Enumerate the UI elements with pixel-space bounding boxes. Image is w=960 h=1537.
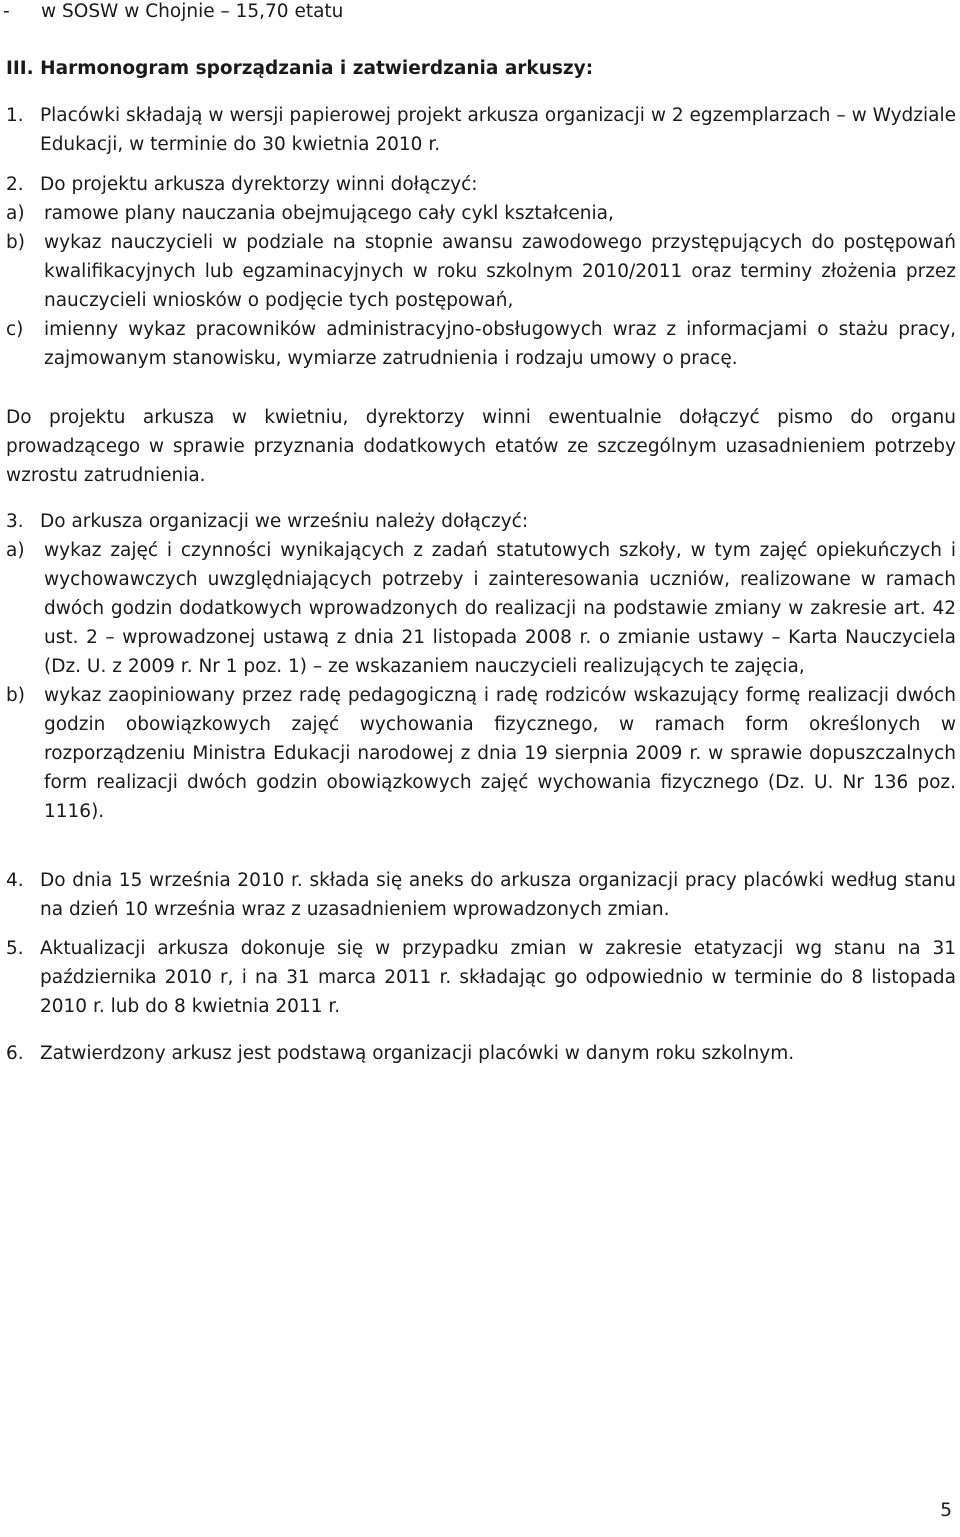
list-item-6: [6, 1039, 956, 1068]
sub-text: wykaz nauczycieli w podziale na stopnie awansu zawodowego przystępujących do postępowań kwalifikacyjnych lub egzaminacyjnych w roku szkolnym 2010/2011 oraz terminy złożenia przez nauczycieli wniosków o podjęcie tych postępowań,: [44, 232, 956, 311]
list-item-2: [6, 170, 956, 373]
item-text: Do arkusza organizacji we wrześniu należy dołączyć:: [40, 511, 529, 532]
sub-letter: b): [6, 685, 25, 706]
item-number: 3.: [6, 511, 24, 532]
dash-marker: -: [3, 1, 10, 22]
item-text: Aktualizacji arkusza dokonuje się w przypadku zmian w zakresie etatyzacji wg stanu na 31 października 2010 r, i na 31 marca 2011 r. składając go odpowiednio w terminie do 8 listopada 2010 r. lub do 8 kwietnia 2011 r.: [40, 938, 956, 1017]
list-item-3: [6, 507, 956, 826]
sub-letter: a): [6, 203, 25, 224]
item-text: Do projektu arkusza dyrektorzy winni dołączyć:: [40, 174, 478, 195]
sub-text: ramowe plany nauczania obejmującego cały cykl kształcenia,: [44, 203, 614, 224]
sub-item-a: [6, 199, 956, 228]
item-number: 2.: [6, 174, 24, 195]
sub-item-c: [6, 315, 956, 373]
item-number: 1.: [6, 105, 24, 126]
item-number: 6.: [6, 1043, 24, 1064]
dash-item-text: w SOSW w Chojnie – 15,70 etatu: [41, 1, 344, 22]
item-text: Zatwierdzony arkusz jest podstawą organizacji placówki w danym roku szkolnym.: [40, 1043, 795, 1064]
item-number: 4.: [6, 870, 24, 891]
sub-letter: a): [6, 540, 25, 561]
dash-list-item: [3, 0, 343, 26]
sub-item-a: [6, 536, 956, 681]
list-item-1: [6, 101, 956, 159]
sub-item-b: [6, 681, 956, 826]
section-heading: III. Harmonogram sporządzania i zatwierdzania arkuszy:: [6, 58, 594, 79]
sub-letter: b): [6, 232, 25, 253]
paragraph-april: Do projektu arkusza w kwietniu, dyrektorzy winni ewentualnie dołączyć pismo do organu prowadzącego w sprawie przyznania dodatkowych etatów ze szczególnym uzasadnieniem potrzeby wzrostu zatrudnienia.: [6, 407, 956, 486]
sub-item-b: [6, 228, 956, 315]
list-item-5: [6, 934, 956, 1021]
item-text: Placówki składają w wersji papierowej projekt arkusza organizacji w 2 egzemplarzach – w Wydziale Edukacji, w terminie do 30 kwietnia 2010 r.: [40, 105, 956, 155]
item-number: 5.: [6, 938, 24, 959]
sub-letter: c): [6, 319, 24, 340]
list-item-4: [6, 866, 956, 924]
sub-text: imienny wykaz pracowników administracyjno-obsługowych wraz z informacjami o stażu pracy, zajmowanym stanowisku, wymiarze zatrudnienia i rodzaju umowy o pracę.: [44, 319, 956, 369]
item-text: Do dnia 15 września 2010 r. składa się aneks do arkusza organizacji pracy placówki według stanu na dzień 10 września wraz z uzasadnieniem wprowadzonych zmian.: [40, 870, 956, 920]
sub-text: wykaz zajęć i czynności wynikających z zadań statutowych szkoły, w tym zajęć opiekuńczych i wychowawczych uwzględniających potrzeby i zainteresowania uczniów, realizowane w ramach dwóch godzin dodatkowych wprowadzonych do realizacji na podstawie zmiany w zakresie art. 42 ust. 2 – wprowadzonej ustawą z dnia 21 listopada 2008 r. o zmianie ustawy – Karta Nauczyciela (Dz. U. z 2009 r. Nr 1 poz. 1) – ze wskazaniem nauczycieli realizujących te zajęcia,: [44, 540, 956, 677]
page-number: 5: [940, 1500, 952, 1521]
sub-text: wykaz zaopiniowany przez radę pedagogiczną i radę rodziców wskazujący formę realizacji dwóch godzin obowiązkowych zajęć wychowania fizycznego, w ramach form określonych w rozporządzeniu Ministra Edukacji narodowej z dnia 19 sierpnia 2009 r. w sprawie dopuszczalnych form realizacji dwóch godzin obowiązkowych zajęć wychowania fizycznego (Dz. U. Nr 136 poz. 1116).: [44, 685, 956, 822]
